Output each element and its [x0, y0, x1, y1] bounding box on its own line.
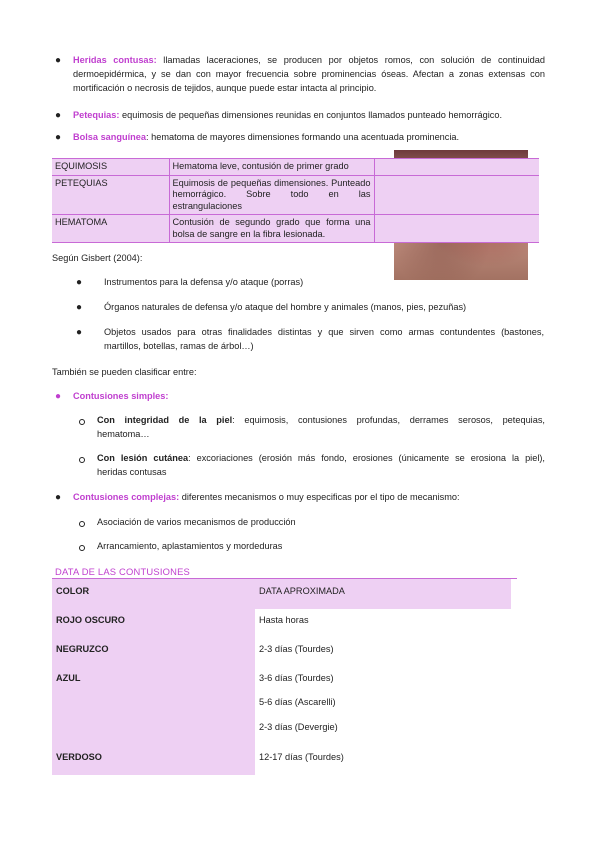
lesion-types-table: [52, 158, 539, 243]
bullet-icon: ●: [55, 110, 62, 121]
gisbert-item-cont: martillos, botellas, ramas de árbol…): [104, 341, 254, 351]
gisbert-item: Objetos usados para otras finalidades distintas y que sirven como armas contundentes (bastones,: [104, 327, 544, 337]
bullet-icon: ●: [76, 327, 83, 338]
table2-cell-color: VERDOSO: [56, 752, 102, 762]
bullet-icon: ●: [55, 492, 62, 503]
complejas-line: Contusiones complejas: diferentes mecanismos o muy especificas por el tipo de mecanismo:: [73, 492, 460, 502]
data-heading: DATA DE LAS CONTUSIONES: [55, 566, 191, 577]
table2-cell-color: NEGRUZCO: [56, 644, 109, 654]
circle-bullet-icon: [79, 419, 85, 425]
table-row: [52, 215, 539, 243]
table2-header-color: COLOR: [56, 586, 90, 596]
simples-sub1-cont: hematoma…: [97, 429, 150, 439]
table2-header-data: DATA APROXIMADA: [259, 586, 345, 596]
simples-sub1: Con integridad de la piel: equimosis, contusiones profundas, derrames serosos, petequias,: [97, 415, 545, 425]
table2-cell-color: ROJO OSCURO: [56, 615, 125, 625]
gisbert-item: Instrumentos para la defensa y/o ataque (porras): [104, 277, 304, 287]
heridas-line1: Heridas contusas: llamadas laceraciones, se producen por objetos romos, con solución de continuidad: [73, 55, 545, 65]
table2-cell-data: 5-6 días (Ascarelli): [259, 697, 336, 707]
bullet-icon: ●: [76, 302, 83, 313]
bolsa-line: Bolsa sanguínea: hematoma de mayores dimensiones formando una acentuada prominencia.: [73, 132, 460, 142]
simples-sub2-cont: heridas contusas: [97, 467, 167, 477]
simples-sub2: Con lesión cutánea: excoriaciones (erosión más fondo, erosiones (únicamente se erosiona la piel),: [97, 453, 545, 463]
heridas-term: Heridas contusas:: [73, 55, 157, 65]
complejas-item: Asociación de varios mecanismos de producción: [97, 517, 296, 527]
table2-cell-data: 2-3 días (Devergie): [259, 722, 338, 732]
petequias-line: Petequias: equimosis de pequeñas dimensiones reunidas en conjuntos llamados punteado hemorrágico.: [73, 110, 503, 120]
table2-cell-data: 3-6 días (Tourdes): [259, 673, 334, 683]
circle-bullet-icon: [79, 521, 85, 527]
table-cell-desc: Contusión de segundo grado que forma una bolsa de sangre en la fibra lesionada.: [169, 215, 374, 243]
table-cell-desc: Equimosis de pequeñas dimensiones. Punteado hemorrágico. Sobre todo en las estrangulaciones: [169, 175, 374, 215]
table2-cell-data: Hasta horas: [259, 615, 309, 625]
simples-term: Contusiones simples:: [73, 391, 169, 401]
table-cell-name: PETEQUIAS: [52, 175, 169, 215]
bolsa-term: Bolsa sanguínea: [73, 132, 147, 142]
table-row: [52, 175, 539, 215]
clasificar-text: También se pueden clasificar entre:: [52, 367, 197, 377]
complejas-item: Arrancamiento, aplastamientos y mordeduras: [97, 541, 283, 551]
table-row: [52, 159, 539, 176]
table2-cell-data: 2-3 días (Tourdes): [259, 644, 334, 654]
table2-cell-color: AZUL: [56, 673, 81, 683]
complejas-term: Contusiones complejas:: [73, 492, 180, 502]
table-cell-empty: [374, 159, 539, 176]
heridas-line2: dermoepidérmica, y se dan con mayor frecuencia sobre prominencias óseas. Afectan a zonas extensas con: [73, 69, 545, 79]
table-cell-desc: Hematoma leve, contusión de primer grado: [169, 159, 374, 176]
heridas-line3: mortificación o necrosis de tejidos, aunque puede estar intacta al principio.: [73, 83, 377, 93]
circle-bullet-icon: [79, 457, 85, 463]
gisbert-intro: Según Gisbert (2004):: [52, 253, 143, 263]
gisbert-item: Órganos naturales de defensa y/o ataque del hombre y animales (manos, pies, pezuñas): [104, 302, 467, 312]
table-cell-empty: [374, 215, 539, 243]
table2-cell-data: 12-17 días (Tourdes): [259, 752, 344, 762]
table-cell-name: HEMATOMA: [52, 215, 169, 243]
color-column-bg: [52, 579, 255, 775]
bullet-icon: ●: [55, 132, 62, 143]
table-cell-empty: [374, 175, 539, 215]
table-cell-name: EQUIMOSIS: [52, 159, 169, 176]
circle-bullet-icon: [79, 545, 85, 551]
petequias-term: Petequias:: [73, 110, 120, 120]
bullet-icon: ●: [55, 55, 62, 66]
bullet-icon: ●: [76, 277, 83, 288]
bullet-icon: ●: [55, 391, 62, 402]
